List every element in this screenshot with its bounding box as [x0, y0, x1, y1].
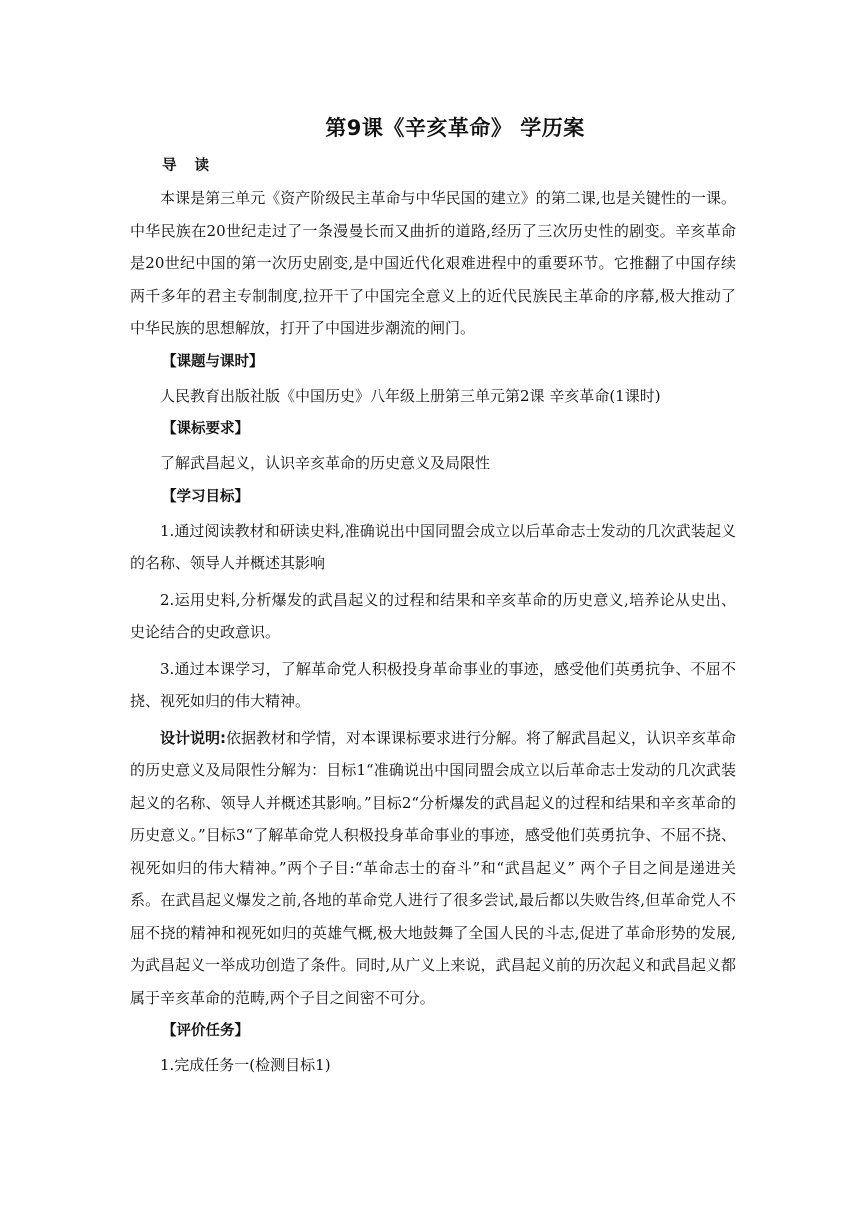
sheji-shuoming-paragraph: [130, 722, 736, 1015]
pingjia-renwu-item-1: 1.完成任务一(检测目标1): [160, 1056, 331, 1074]
sheji-shuoming-label: 设计说明:: [160, 728, 226, 747]
xuexi-mubiao-item-3: 3.通过本课学习，了解革命党人积极投身革命事业的事迹，感受他们英勇抗争、不屈不挠、视死如归的伟大精神。: [130, 659, 736, 710]
pingjia-renwu-heading: 【评价任务】: [162, 1023, 249, 1039]
xuexi-mubiao-item-1: 1.通过阅读教材和研读史料,准确说出中国同盟会成立以后革命志士发动的几次武装起义的名称、领导人并概述其影响: [130, 521, 736, 572]
document-title: 第9课《辛亥革命》 学历案: [325, 116, 585, 140]
ketiyukeshi-heading: 【课题与课时】: [162, 353, 264, 370]
xuexi-mubiao-heading: 【学习目标】: [162, 488, 249, 505]
ketiyukeshi-text: 人民教育出版社版《中国历史》八年级上册第三单元第2课 辛亥革命(1课时): [160, 386, 661, 405]
sheji-shuoming-text: 依据教材和学情，对本课课标要求进行分解。将了解武昌起义，认识辛亥革命的历史意义及局限性分解为：目标1“准确说出中国同盟会成立以后革命志士发动的几次武装起义的名称、领导人并概述其影响。”目标2“分析爆发的武昌起义的过程和结果和辛亥革命的历史意义。”目标3“了解革命党人积极投身革命事业的事迹，感受他们英勇抗争、不屈不挠、视死如归的伟大精神。”两个子目:“革命志士的奋斗”和“武昌起义” 两个子目之间是递进关系。在武昌起义爆发之前,各地的革命党人进行了很多尝试,最后都以失败告终,但革命党人不屈不挠的精神和视死如归的英雄气概,极大地鼓舞了全国人民的斗志,促进了革命形势的发展,为武昌起义一举成功创造了条件。同时,从广义上来说，武昌起义前的历次起义和武昌起义都属于辛亥革命的范畴,两个子目之间密不可分。: [130, 728, 737, 1007]
kebiaoyaoqiu-text: 了解武昌起义，认识辛亥革命的历史意义及局限性: [160, 454, 491, 472]
kebiaoyaoqiu-heading: 【课标要求】: [162, 421, 249, 437]
document-body: [130, 150, 736, 1082]
daodu-heading: 导读: [162, 158, 227, 174]
daodu-paragraph: 本课是第三单元《资产阶级民主革命与中华民国的建立》的第二课,也是关键性的一课。中华民族在20世纪走过了一条漫曼长而又曲折的道路,经历了三次历史性的剧变。辛亥革命是20世纪中国的第一次历史剧变,是中国近代化艰难进程中的重要环节。它推翻了中国存续两千多年的君主专制制度,拉开干了中国完全意义上的近代民族民主革命的序幕,极大推动了中华民族的思想解放，打开了中国进步潮流的闸门。: [130, 189, 736, 337]
xuexi-mubiao-item-2: 2.运用史料,分析爆发的武昌起义的过程和结果和辛亥革命的历史意义,培养论从史出、史论结合的史政意识。: [130, 590, 736, 641]
